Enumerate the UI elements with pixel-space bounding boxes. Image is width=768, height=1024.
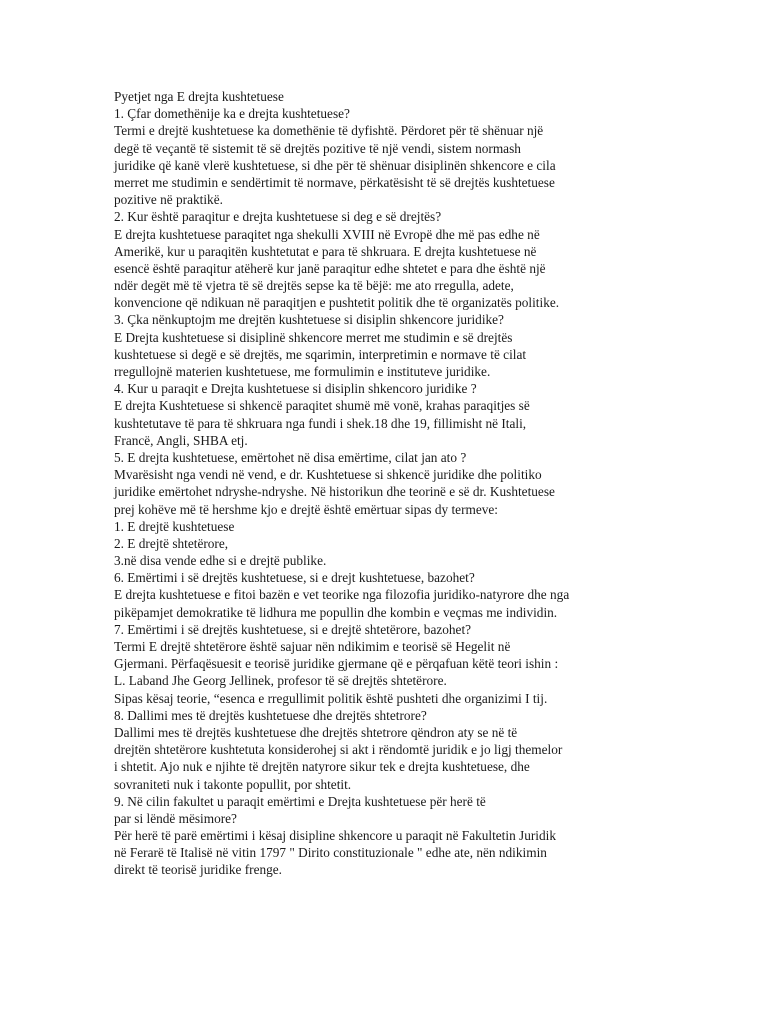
answer-line: prej kohëve më të hershme kjo e drejtë është emërtuar sipas dy termeve: (114, 501, 498, 517)
answer-line: E Drejta kushtetuese si disiplinë shkencore merret me studimin e së drejtës (114, 329, 513, 345)
question-3: 3. Çka nënkuptojm me drejtën kushtetuese si disiplin shkencore juridike? (114, 312, 504, 328)
answer-line: i shtetit. Ajo nuk e njihte të drejtën natyrore sikur tek e drejta kushtetuese, dhe (114, 759, 530, 775)
answer-line: juridike që kanë vlerë kushtetuese, si dhe për të shënuar disiplinën shkencore e cila (114, 157, 556, 173)
question-7: 7. Emërtimi i së drejtës kushtetuese, si e drejtë shtetërore, bazohet? (114, 621, 472, 637)
answer-line: rregullojnë materien kushtetuese, me formulimin e instituteve juridike. (114, 364, 491, 379)
document-page (114, 88, 734, 879)
answer-line: në Ferarë të Italisë në vitin 1797 " Dirito constituzionale " edhe ate, nën ndikimin (114, 845, 547, 861)
answer-line: Dallimi mes të drejtës kushtetuese dhe drejtës shtetrore qëndron aty se në të (114, 724, 518, 740)
answer-line: drejtën shtetërore kushtetuta konsiderohej si akt i rëndomtë juridik e jo ligj themelor (114, 742, 563, 758)
answer-line: Termi E drejtë shtetërore është sajuar nën ndikimim e teorisë së Hegelit në (114, 639, 511, 654)
answer-line: pikëpamjet demokratike të lidhura me popullin dhe kombin e veçmas me individin. (114, 604, 558, 620)
answer-line: degë të veçantë të sistemit të së drejtës pozitive të një vendi, sistem normash (114, 140, 521, 156)
answer-line: E drejta kushtetuese e fitoi bazën e vet teorike nga filozofia juridiko-natyrore dhe nga (114, 587, 570, 603)
answer-line: kushtetuese si degë e së drejtës, me sqarimin, interpretimin e normave të cilat (114, 346, 527, 362)
answer-line: Sipas kësaj teorie, “esenca e rregullimit politik është pushteti dhe organizimi I tij. (114, 690, 548, 706)
answer-line: Francë, Angli, SHBA etj. (114, 432, 248, 448)
answer-line: Mvarësisht nga vendi në vend, e dr. Kushtetuese si shkencë juridike dhe politiko (114, 467, 542, 483)
answer-line: direkt të teorisë juridike frenge. (114, 862, 282, 878)
answer-line: merret me studimin e sendërtimit të normave, përkatësisht të së drejtës kushtetuese (114, 174, 555, 190)
answer-line: Për herë të parë emërtimi i kësaj disipline shkencore u paraqit në Fakultetin Juridik (114, 828, 556, 844)
list-item: 3.në disa vende edhe si e drejtë publike. (114, 553, 327, 569)
answer-line: kushtetutave të para të shkruara nga fundi i shek.18 dhe 19, fillimisht në Itali, (114, 415, 527, 431)
list-item: 1. E drejtë kushtetuese (114, 518, 235, 534)
question-2: 2. Kur është paraqitur e drejta kushtetuese si deg e së drejtës? (114, 209, 442, 225)
question-8: 8. Dallimi mes të drejtës kushtetuese dhe drejtës shtetrore? (114, 707, 427, 723)
answer-line: esencë është paraqitur atëherë kur janë paraqitur edhe shtetet e para dhe është një (114, 260, 546, 276)
question-6: 6. Emërtimi i së drejtës kushtetuese, si e drejt kushtetuese, bazohet? (114, 570, 475, 586)
question-1: 1. Çfar domethënije ka e drejta kushtetuese? (114, 106, 350, 122)
answer-line: E drejta Kushtetuese si shkencë paraqitet shumë më vonë, krahas paraqitjes së (114, 398, 530, 414)
question-9: 9. Në cilin fakultet u paraqit emërtimi e Drejta kushtetuese për herë të (114, 793, 486, 809)
answer-line: ndër degët më të vjetra të së drejtës sepse ka të bëjë: me ato rregulla, adete, (114, 278, 514, 294)
answer-line: juridike emërtohet ndryshe-ndryshe. Në historikun dhe teorinë e së dr. Kushtetuese (114, 484, 555, 500)
answer-line: sovraniteti nuk i takonte popullit, por shtetit. (114, 776, 352, 792)
answer-line: Amerikë, kur u paraqitën kushtetutat e para të shkruara. E drejta kushtetuese në (114, 243, 537, 259)
document-title: Pyetjet nga E drejta kushtetuese (114, 89, 284, 104)
answer-line: pozitive në praktikë. (114, 192, 223, 208)
question-4: 4. Kur u paraqit e Drejta kushtetuese si disiplin shkencoro juridike ? (114, 381, 477, 397)
answer-line: konvencione që ndikuan në paraqitjen e pushtetit politik dhe të organizatës politike. (114, 295, 560, 311)
answer-line: Gjermani. Përfaqësuesit e teorisë juridike gjermane që e përqafuan këtë teori ishin : (114, 656, 559, 672)
answer-line: E drejta kushtetuese paraqitet nga shekulli XVIII në Evropë dhe më pas edhe në (114, 226, 540, 242)
answer-line: Termi e drejtë kushtetuese ka domethënie të dyfishtë. Përdoret për të shënuar një (114, 123, 544, 139)
answer-line: L. Laband Jhe Georg Jellinek, profesor të së drejtës shtetërore. (114, 673, 447, 689)
question-5: 5. E drejta kushtetuese, emërtohet në disa emërtime, cilat jan ato ? (114, 449, 467, 465)
question-9-continued: par si lëndë mësimore? (114, 810, 237, 826)
list-item: 2. E drejtë shtetërore, (114, 535, 229, 551)
